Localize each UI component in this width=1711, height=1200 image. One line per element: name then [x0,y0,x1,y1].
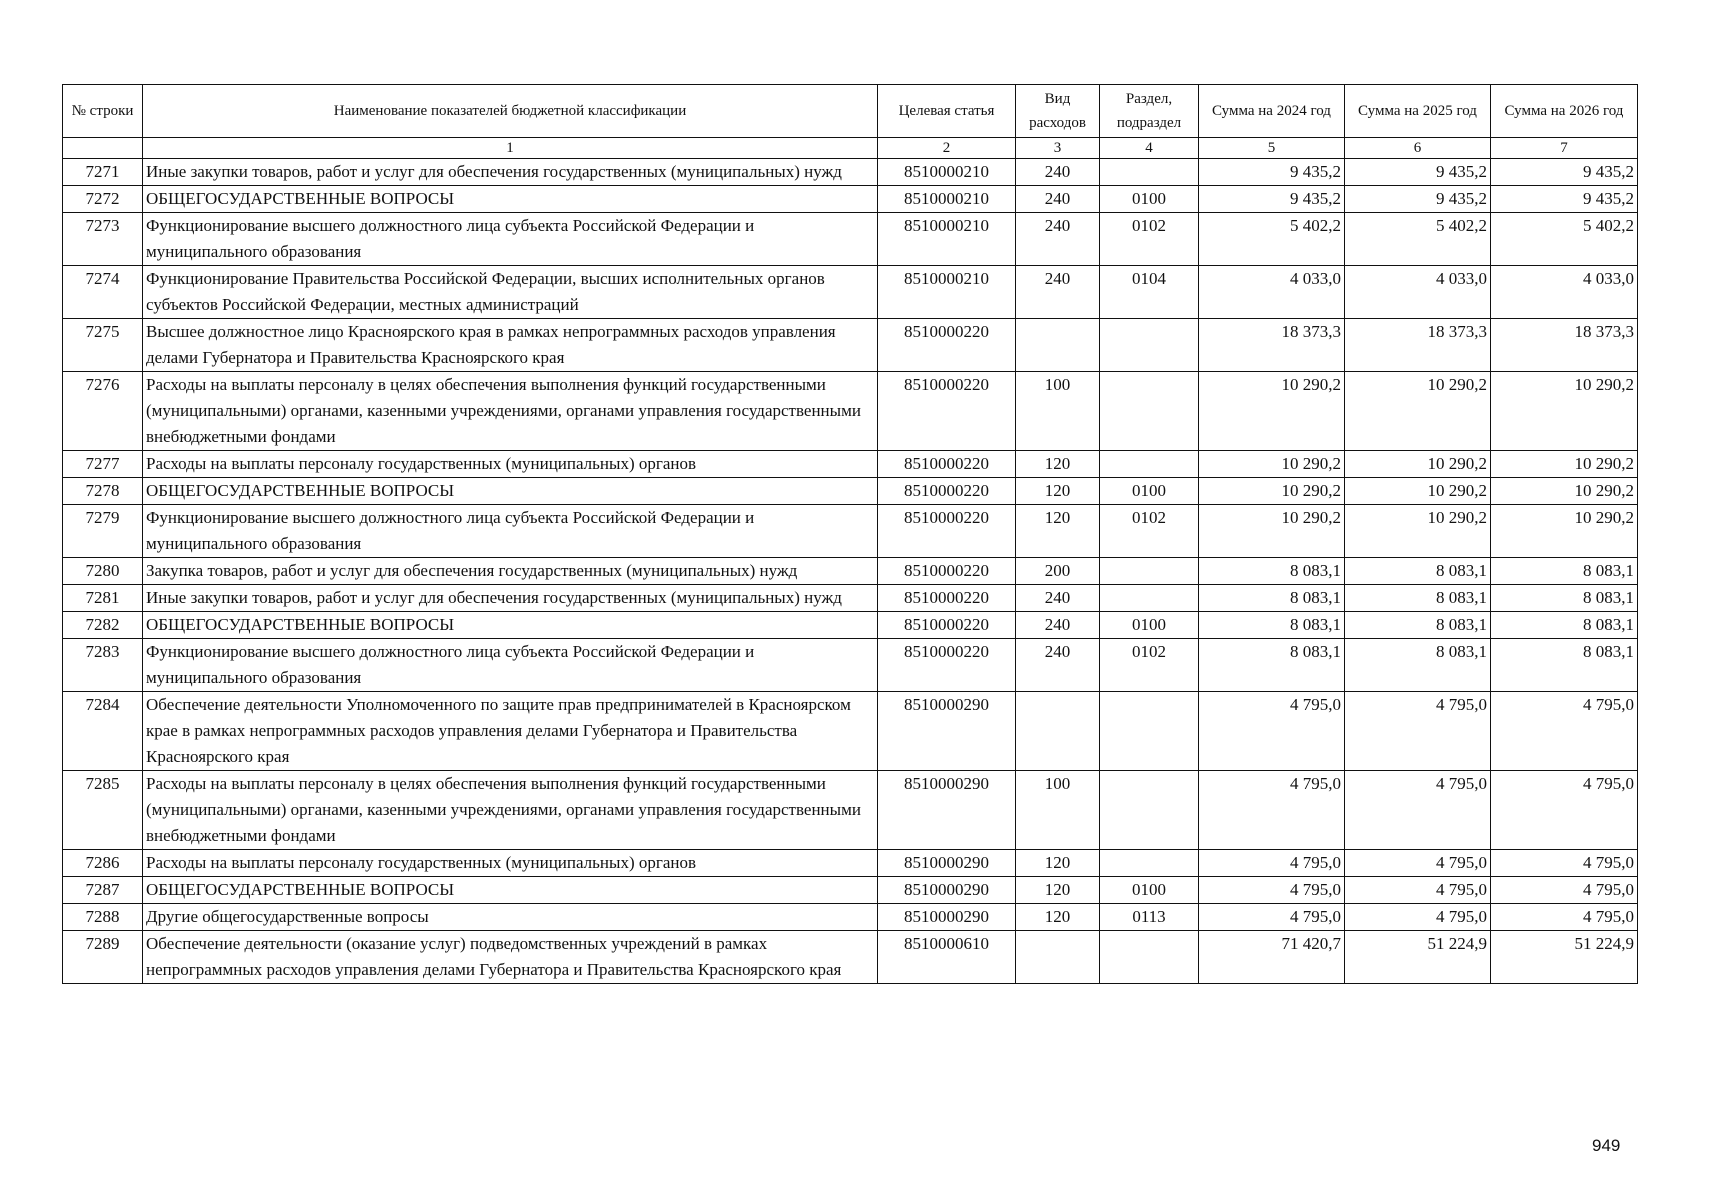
expense-type: 120 [1016,505,1100,558]
sum-2025: 8 083,1 [1345,558,1491,585]
section-code: 0100 [1100,186,1199,213]
section-code: 0100 [1100,478,1199,505]
column-number: 1 [143,138,878,159]
indicator-name: Расходы на выплаты персоналу государственных (муниципальных) органов [143,451,878,478]
sum-2026: 4 795,0 [1491,904,1638,931]
sum-2024: 10 290,2 [1199,478,1345,505]
sum-2026: 8 083,1 [1491,612,1638,639]
header-sum-2026: Сумма на 2026 год [1491,85,1638,138]
header-indicator-name: Наименование показателей бюджетной классификации [143,85,878,138]
section-code: 0102 [1100,505,1199,558]
indicator-name: Высшее должностное лицо Красноярского края в рамках непрограммных расходов управления делами Губернатора и Правительства Красноярского края [143,319,878,372]
section-code: 0100 [1100,612,1199,639]
section-code: 0104 [1100,266,1199,319]
expense-type: 100 [1016,771,1100,850]
expense-type: 120 [1016,850,1100,877]
indicator-name: Расходы на выплаты персоналу государственных (муниципальных) органов [143,850,878,877]
section-code [1100,585,1199,612]
sum-2026: 10 290,2 [1491,451,1638,478]
expense-type: 240 [1016,612,1100,639]
expense-type: 240 [1016,213,1100,266]
indicator-name: Функционирование высшего должностного лица субъекта Российской Федерации и муниципального образования [143,639,878,692]
column-number-blank [63,138,143,159]
target-article: 8510000290 [878,692,1016,771]
target-article: 8510000220 [878,585,1016,612]
table-row [63,266,1638,319]
table-row [63,850,1638,877]
sum-2026: 5 402,2 [1491,213,1638,266]
expense-type: 240 [1016,266,1100,319]
expense-type: 120 [1016,451,1100,478]
target-article: 8510000210 [878,186,1016,213]
sum-2024: 8 083,1 [1199,558,1345,585]
row-number: 7281 [63,585,143,612]
row-number: 7283 [63,639,143,692]
target-article: 8510000220 [878,505,1016,558]
section-code [1100,319,1199,372]
row-number: 7273 [63,213,143,266]
table-row [63,771,1638,850]
section-code [1100,451,1199,478]
budget-table [62,84,1638,984]
sum-2024: 4 795,0 [1199,904,1345,931]
indicator-name: ОБЩЕГОСУДАРСТВЕННЫЕ ВОПРОСЫ [143,186,878,213]
table-body [63,159,1638,984]
indicator-name: Функционирование высшего должностного лица субъекта Российской Федерации и муниципального образования [143,213,878,266]
expense-type: 240 [1016,159,1100,186]
sum-2025: 4 795,0 [1345,771,1491,850]
table-row [63,478,1638,505]
header-target-article: Целевая статья [878,85,1016,138]
table-row [63,319,1638,372]
indicator-name: ОБЩЕГОСУДАРСТВЕННЫЕ ВОПРОСЫ [143,877,878,904]
row-number: 7287 [63,877,143,904]
indicator-name: Расходы на выплаты персоналу в целях обеспечения выполнения функций государственными (муниципальными) органами, казенными учреждениями, органами управления государственными внебюджетными фондами [143,372,878,451]
sum-2024: 9 435,2 [1199,159,1345,186]
column-number: 5 [1199,138,1345,159]
table-row [63,931,1638,984]
section-code [1100,558,1199,585]
target-article: 8510000290 [878,771,1016,850]
table-row [63,372,1638,451]
target-article: 8510000220 [878,478,1016,505]
sum-2025: 4 795,0 [1345,850,1491,877]
section-code: 0102 [1100,213,1199,266]
column-number: 7 [1491,138,1638,159]
table-row [63,612,1638,639]
target-article: 8510000220 [878,319,1016,372]
row-number: 7282 [63,612,143,639]
table-row [63,639,1638,692]
sum-2026: 9 435,2 [1491,186,1638,213]
sum-2024: 4 033,0 [1199,266,1345,319]
sum-2024: 10 290,2 [1199,451,1345,478]
target-article: 8510000220 [878,451,1016,478]
sum-2025: 5 402,2 [1345,213,1491,266]
sum-2024: 4 795,0 [1199,850,1345,877]
indicator-name: ОБЩЕГОСУДАРСТВЕННЫЕ ВОПРОСЫ [143,612,878,639]
sum-2024: 4 795,0 [1199,771,1345,850]
page-number: 949 [1592,1136,1621,1155]
section-code: 0113 [1100,904,1199,931]
header-section: Раздел, подраздел [1100,85,1199,138]
sum-2025: 4 795,0 [1345,692,1491,771]
sum-2025: 8 083,1 [1345,639,1491,692]
indicator-name: Функционирование Правительства Российской Федерации, высших исполнительных органов субъектов Российской Федерации, местных администраций [143,266,878,319]
row-number: 7288 [63,904,143,931]
table-row [63,585,1638,612]
target-article: 8510000210 [878,213,1016,266]
target-article: 8510000220 [878,612,1016,639]
expense-type: 240 [1016,585,1100,612]
table-row [63,904,1638,931]
sum-2026: 8 083,1 [1491,639,1638,692]
sum-2026: 10 290,2 [1491,478,1638,505]
table-row [63,186,1638,213]
row-number: 7278 [63,478,143,505]
expense-type: 100 [1016,372,1100,451]
sum-2024: 4 795,0 [1199,877,1345,904]
section-code [1100,850,1199,877]
indicator-name: Обеспечение деятельности Уполномоченного по защите прав предпринимателей в Красноярском крае в рамках непрограммных расходов управления делами Губернатора и Правительства Красноярского края [143,692,878,771]
column-number: 2 [878,138,1016,159]
table-header [63,85,1638,159]
column-number: 4 [1100,138,1199,159]
sum-2026: 51 224,9 [1491,931,1638,984]
row-number: 7285 [63,771,143,850]
sum-2025: 10 290,2 [1345,505,1491,558]
sum-2025: 4 033,0 [1345,266,1491,319]
indicator-name: Другие общегосударственные вопросы [143,904,878,931]
sum-2025: 18 373,3 [1345,319,1491,372]
sum-2025: 9 435,2 [1345,159,1491,186]
expense-type: 120 [1016,877,1100,904]
section-code: 0100 [1100,877,1199,904]
target-article: 8510000290 [878,904,1016,931]
sum-2025: 51 224,9 [1345,931,1491,984]
indicator-name: ОБЩЕГОСУДАРСТВЕННЫЕ ВОПРОСЫ [143,478,878,505]
expense-type: 200 [1016,558,1100,585]
sum-2024: 10 290,2 [1199,505,1345,558]
row-number: 7289 [63,931,143,984]
target-article: 8510000220 [878,558,1016,585]
column-number: 3 [1016,138,1100,159]
sum-2026: 10 290,2 [1491,372,1638,451]
section-code [1100,159,1199,186]
sum-2025: 4 795,0 [1345,904,1491,931]
sum-2024: 4 795,0 [1199,692,1345,771]
sum-2025: 8 083,1 [1345,585,1491,612]
section-code: 0102 [1100,639,1199,692]
table-row [63,213,1638,266]
sum-2026: 4 795,0 [1491,771,1638,850]
sum-2026: 18 373,3 [1491,319,1638,372]
table-row [63,692,1638,771]
expense-type [1016,692,1100,771]
row-number: 7286 [63,850,143,877]
indicator-name: Иные закупки товаров, работ и услуг для обеспечения государственных (муниципальных) нужд [143,159,878,186]
target-article: 8510000290 [878,850,1016,877]
row-number: 7272 [63,186,143,213]
indicator-name: Закупка товаров, работ и услуг для обеспечения государственных (муниципальных) нужд [143,558,878,585]
row-number: 7284 [63,692,143,771]
sum-2025: 8 083,1 [1345,612,1491,639]
sum-2026: 4 795,0 [1491,877,1638,904]
target-article: 8510000220 [878,372,1016,451]
sum-2024: 8 083,1 [1199,639,1345,692]
sum-2024: 18 373,3 [1199,319,1345,372]
target-article: 8510000220 [878,639,1016,692]
section-code [1100,372,1199,451]
section-code [1100,931,1199,984]
row-number: 7280 [63,558,143,585]
target-article: 8510000210 [878,159,1016,186]
sum-2024: 71 420,7 [1199,931,1345,984]
table-row [63,159,1638,186]
sum-2026: 8 083,1 [1491,585,1638,612]
indicator-name: Функционирование высшего должностного лица субъекта Российской Федерации и муниципального образования [143,505,878,558]
row-number: 7271 [63,159,143,186]
expense-type [1016,319,1100,372]
sum-2026: 10 290,2 [1491,505,1638,558]
sum-2024: 8 083,1 [1199,585,1345,612]
target-article: 8510000610 [878,931,1016,984]
table-row [63,451,1638,478]
sum-2026: 4 795,0 [1491,692,1638,771]
sum-2025: 4 795,0 [1345,877,1491,904]
expense-type: 240 [1016,186,1100,213]
sum-2026: 8 083,1 [1491,558,1638,585]
section-code [1100,771,1199,850]
sum-2024: 10 290,2 [1199,372,1345,451]
header-row-number: № строки [63,85,143,138]
row-number: 7279 [63,505,143,558]
header-sum-2024: Сумма на 2024 год [1199,85,1345,138]
sum-2025: 10 290,2 [1345,478,1491,505]
indicator-name: Иные закупки товаров, работ и услуг для обеспечения государственных (муниципальных) нужд [143,585,878,612]
sum-2025: 10 290,2 [1345,451,1491,478]
table-row [63,505,1638,558]
section-code [1100,692,1199,771]
row-number: 7274 [63,266,143,319]
sum-2026: 4 033,0 [1491,266,1638,319]
expense-type [1016,931,1100,984]
sum-2026: 4 795,0 [1491,850,1638,877]
sum-2025: 10 290,2 [1345,372,1491,451]
sum-2025: 9 435,2 [1345,186,1491,213]
column-number: 6 [1345,138,1491,159]
sum-2024: 9 435,2 [1199,186,1345,213]
row-number: 7275 [63,319,143,372]
sum-2024: 8 083,1 [1199,612,1345,639]
expense-type: 120 [1016,478,1100,505]
target-article: 8510000290 [878,877,1016,904]
header-sum-2025: Сумма на 2025 год [1345,85,1491,138]
expense-type: 240 [1016,639,1100,692]
sum-2024: 5 402,2 [1199,213,1345,266]
row-number: 7276 [63,372,143,451]
expense-type: 120 [1016,904,1100,931]
table-row [63,558,1638,585]
indicator-name: Обеспечение деятельности (оказание услуг) подведомственных учреждений в рамках непрограммных расходов управления делами Губернатора и Правительства Красноярского края [143,931,878,984]
target-article: 8510000210 [878,266,1016,319]
row-number: 7277 [63,451,143,478]
sum-2026: 9 435,2 [1491,159,1638,186]
header-expense-type: Вид расходов [1016,85,1100,138]
indicator-name: Расходы на выплаты персоналу в целях обеспечения выполнения функций государственными (муниципальными) органами, казенными учреждениями, органами управления государственными внебюджетными фондами [143,771,878,850]
table-row [63,877,1638,904]
